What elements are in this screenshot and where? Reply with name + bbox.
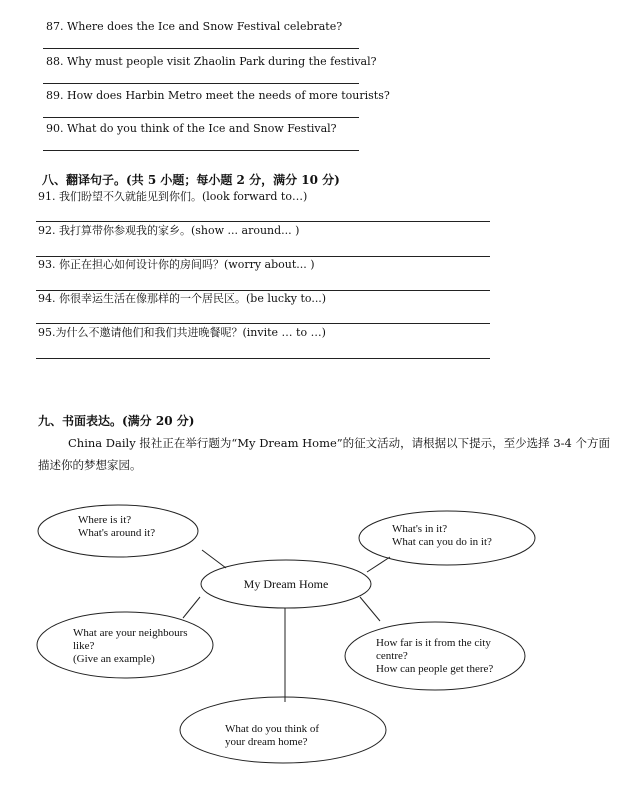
answer-line[interactable] <box>36 358 490 359</box>
connector-line <box>367 557 390 572</box>
mind-map-center-label: My Dream Home <box>243 577 329 591</box>
mind-map-node <box>345 622 525 690</box>
question-number: 90. <box>46 122 64 135</box>
translation-item-91: 91. 我们盼望不久就能见到你们。(look forward to…) <box>38 190 308 203</box>
mind-map-node-label: Where is it? What's around it? <box>78 514 156 539</box>
question-number: 89. <box>46 89 64 102</box>
mind-map-node-label: What are your neighbours like? (Give an example) <box>73 627 188 665</box>
translation-item-92: 92. 我打算带你参观我的家乡。(show ... around... ) <box>38 224 300 237</box>
answer-line[interactable] <box>43 48 359 49</box>
mind-map <box>0 490 628 804</box>
question-text: Why must people visit Zhaolin Park during the festival? <box>67 55 377 68</box>
answer-line[interactable] <box>36 221 490 222</box>
answer-line[interactable] <box>36 290 490 291</box>
section-8-title: 八、翻译句子。(共 5 小题；每小题 2 分，满分 10 分) <box>42 173 340 187</box>
question-text: What do you think of the Ice and Snow Festival? <box>67 122 337 135</box>
answer-line[interactable] <box>36 323 490 324</box>
answer-line[interactable] <box>43 150 359 151</box>
answer-line[interactable] <box>43 83 359 84</box>
section-9-title: 九、书面表达。(满分 20 分) <box>38 414 195 428</box>
connector-line <box>360 597 380 621</box>
question-number: 87. <box>46 20 64 33</box>
connector-line <box>202 550 226 568</box>
question-number: 88. <box>46 55 64 68</box>
mind-map-node-label: What's in it? What can you do in it? <box>392 523 492 548</box>
translation-item-93: 93. 你正在担心如何设计你的房间吗？(worry about... ) <box>38 258 315 271</box>
answer-line[interactable] <box>36 256 490 257</box>
mind-map-node-label: What do you think of your dream home? <box>225 723 320 748</box>
mind-map-node <box>37 612 213 678</box>
mind-map-node-label: How far is it from the city centre? How can people get there? <box>376 637 494 675</box>
translation-item-95: 95.为什么不邀请他们和我们共进晚餐呢？(invite … to …) <box>38 326 326 339</box>
question-text: How does Harbin Metro meet the needs of more tourists? <box>67 89 390 102</box>
connector-line <box>183 597 200 618</box>
translation-item-94: 94. 你很幸运生活在像那样的一个居民区。(be lucky to...) <box>38 292 327 305</box>
question-text: Where does the Ice and Snow Festival celebrate? <box>67 20 343 33</box>
answer-line[interactable] <box>43 117 359 118</box>
writing-prompt: China Daily 报社正在举行题为“My Dream Home”的征文活动，请根据以下提示，至少选择 3-4 个方面描述你的梦想家园。 <box>38 436 611 472</box>
